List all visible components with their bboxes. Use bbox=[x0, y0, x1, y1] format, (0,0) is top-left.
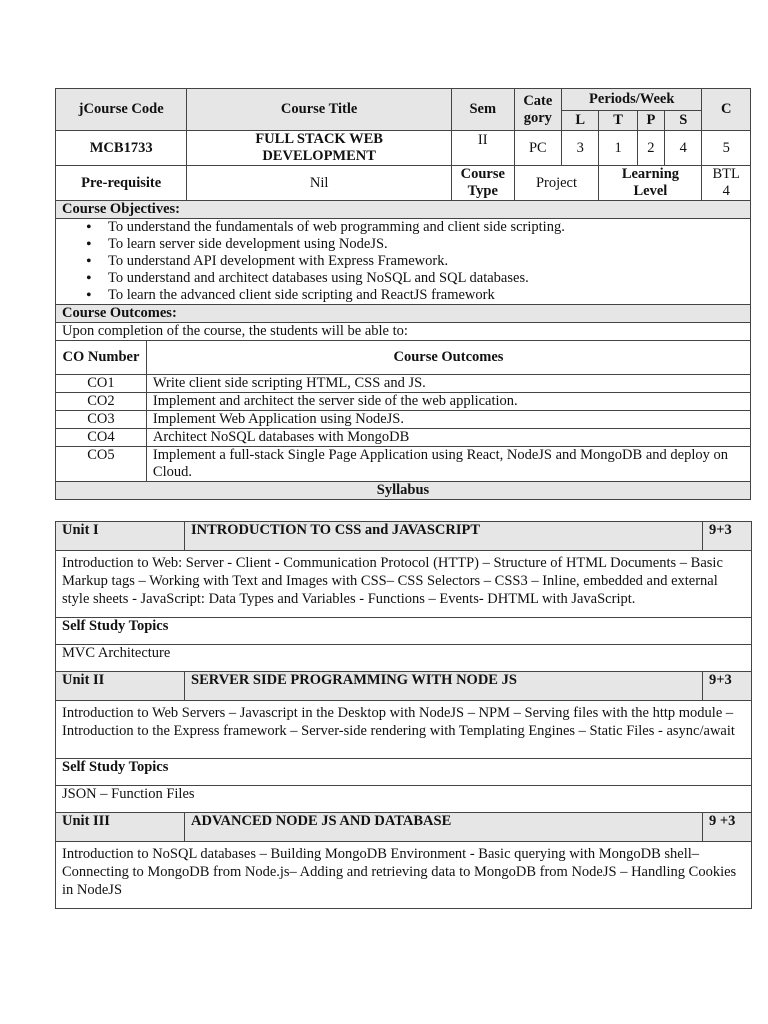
course-type-label: Course Type bbox=[451, 166, 514, 201]
course-outcomes-header: Course Outcomes bbox=[146, 341, 750, 375]
unit-number: Unit III bbox=[56, 813, 185, 842]
unit-number: Unit II bbox=[56, 671, 185, 700]
header-p: P bbox=[637, 111, 664, 131]
self-study-label: Self Study Topics bbox=[56, 759, 752, 786]
header-periods-week: Periods/Week bbox=[562, 89, 702, 111]
course-p: 2 bbox=[637, 131, 664, 166]
header-course-title: Course Title bbox=[187, 89, 452, 131]
outcomes-intro: Upon completion of the course, the students will be able to: bbox=[56, 323, 751, 341]
objective-item: • To learn the advanced client side scripting and ReactJS framework bbox=[108, 287, 744, 304]
unit-title: INTRODUCTION TO CSS and JAVASCRIPT bbox=[185, 522, 703, 551]
unit-hours: 9+3 bbox=[703, 522, 752, 551]
course-type-value: Project bbox=[514, 166, 599, 201]
unit-content: Introduction to Web Servers – Javascript in the Desktop with NodeJS – NPM – Serving files with the http module – Introduction to the Express framework – Server-side rendering with Templating Engines – Static Files - async/await bbox=[56, 700, 752, 758]
objective-item: • To learn server side development using NodeJS. bbox=[108, 236, 744, 253]
self-study-topic: JSON – Function Files bbox=[56, 786, 752, 813]
learning-level-value: BTL 4 bbox=[702, 166, 751, 201]
course-l: 3 bbox=[562, 131, 599, 166]
co-number: CO2 bbox=[56, 393, 147, 411]
objectives-heading: Course Objectives: bbox=[56, 201, 751, 219]
unit-title: SERVER SIDE PROGRAMMING WITH NODE JS bbox=[185, 671, 703, 700]
header-category: Cate gory bbox=[514, 89, 561, 131]
co-number: CO3 bbox=[56, 411, 147, 429]
unit-hours: 9+3 bbox=[703, 671, 752, 700]
co-text: Implement and architect the server side of the web application. bbox=[146, 393, 750, 411]
unit-title: ADVANCED NODE JS AND DATABASE bbox=[185, 813, 703, 842]
course-s: 4 bbox=[665, 131, 702, 166]
co-text: Architect NoSQL databases with MongoDB bbox=[146, 429, 750, 447]
co-text: Implement Web Application using NodeJS. bbox=[146, 411, 750, 429]
course-title: FULL STACK WEB DEVELOPMENT bbox=[187, 131, 452, 166]
objective-item: • To understand and architect databases using NoSQL and SQL databases. bbox=[108, 270, 744, 287]
learning-level-label: Learning Level bbox=[599, 166, 702, 201]
course-details-table bbox=[55, 88, 751, 500]
prerequisite-label: Pre-requisite bbox=[56, 166, 187, 201]
co-number: CO1 bbox=[56, 375, 147, 393]
course-code: MCB1733 bbox=[56, 131, 187, 166]
unit-content: Introduction to Web: Server - Client - Communication Protocol (HTTP) – Structure of HTML Documents – Basic Markup tags – Working with Text and Images with CSS– CSS Selectors – CSS3 – Inline, embedded and external style sheets - JavaScript: Data Types and Variables - Functions – Events- DHTML with JavaScript. bbox=[56, 551, 752, 618]
objective-item: • To understand the fundamentals of web programming and client side scripting. bbox=[108, 219, 744, 236]
header-s: S bbox=[665, 111, 702, 131]
co-text: Write client side scripting HTML, CSS and JS. bbox=[146, 375, 750, 393]
syllabus-heading: Syllabus bbox=[56, 482, 751, 500]
co-number-header: CO Number bbox=[56, 341, 147, 375]
header-course-code: jCourse Code bbox=[56, 89, 187, 131]
objective-item: • To understand API development with Express Framework. bbox=[108, 253, 744, 270]
objectives-list-cell bbox=[56, 219, 751, 305]
header-t: T bbox=[599, 111, 637, 131]
unit-hours: 9 +3 bbox=[703, 813, 752, 842]
co-number: CO4 bbox=[56, 429, 147, 447]
header-credits: C bbox=[702, 89, 751, 131]
co-number: CO5 bbox=[56, 447, 147, 482]
course-credits: 5 bbox=[702, 131, 751, 166]
prerequisite-value: Nil bbox=[187, 166, 452, 201]
objectives-list bbox=[62, 219, 744, 304]
syllabus-units-table bbox=[55, 521, 752, 909]
outcomes-heading: Course Outcomes: bbox=[56, 305, 751, 323]
course-sem: II bbox=[451, 131, 514, 166]
header-sem: Sem bbox=[451, 89, 514, 131]
course-category: PC bbox=[514, 131, 561, 166]
self-study-topic: MVC Architecture bbox=[56, 644, 752, 671]
unit-number: Unit I bbox=[56, 522, 185, 551]
co-text: Implement a full-stack Single Page Application using React, NodeJS and MongoDB and deploy on Cloud. bbox=[146, 447, 750, 482]
self-study-label: Self Study Topics bbox=[56, 617, 752, 644]
course-t: 1 bbox=[599, 131, 637, 166]
unit-content: Introduction to NoSQL databases – Building MongoDB Environment - Basic querying with MongoDB shell– Connecting to MongoDB from Node.js– Adding and retrieving data to MongoDB from NodeJS – Handling Cookies in NodeJS bbox=[56, 842, 752, 909]
header-l: L bbox=[562, 111, 599, 131]
